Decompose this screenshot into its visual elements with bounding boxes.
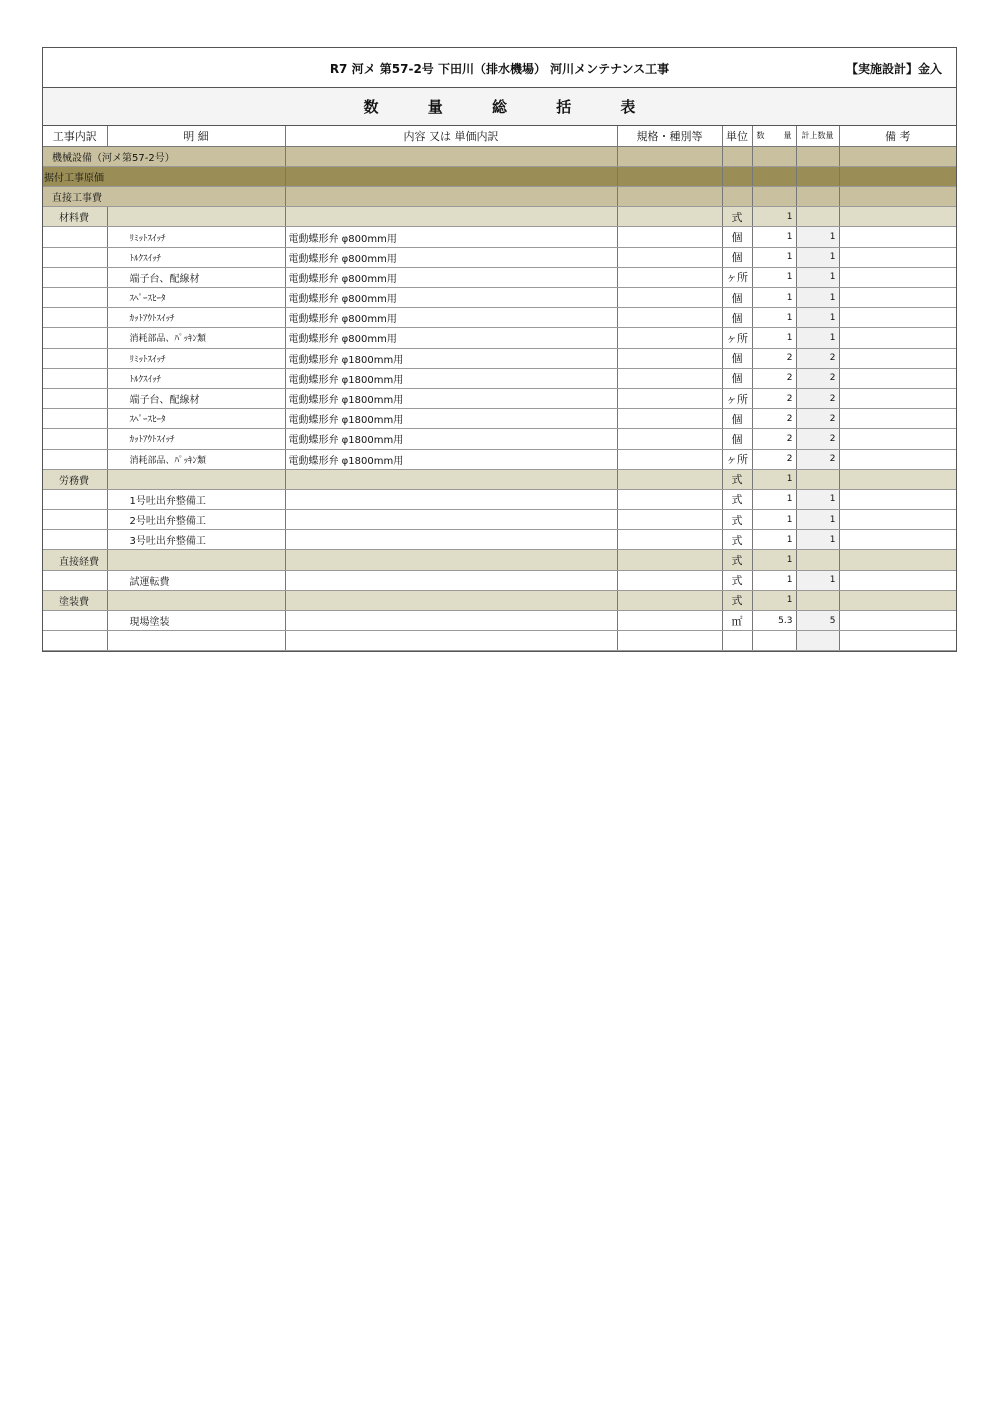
empty-cell xyxy=(752,146,796,166)
table-row xyxy=(43,590,956,610)
section-label: 労務費 xyxy=(43,469,107,489)
table-body xyxy=(43,146,956,651)
unit-cell: 式 xyxy=(722,590,752,610)
remarks-cell xyxy=(839,510,956,530)
total-cell: 2 xyxy=(796,449,839,469)
item-name: ﾄﾙｸｽｲｯﾁ xyxy=(107,368,285,388)
spec-cell xyxy=(617,489,722,509)
item-name: ﾘﾐｯﾄｽｲｯﾁ xyxy=(107,348,285,368)
qty-cell: 1 xyxy=(752,267,796,287)
column-header-row xyxy=(43,126,956,146)
section-label: 直接工事費 xyxy=(43,187,285,207)
spec-cell xyxy=(617,267,722,287)
item-name: ﾘﾐｯﾄｽｲｯﾁ xyxy=(107,227,285,247)
item-name: ｽﾍﾟｰｽﾋｰﾀ xyxy=(107,288,285,308)
table-row xyxy=(43,348,956,368)
qty-cell: 1 xyxy=(752,550,796,570)
sheet-header xyxy=(43,48,956,88)
total-cell: 1 xyxy=(796,328,839,348)
empty-cell xyxy=(43,368,107,388)
unit-cell: ヶ所 xyxy=(722,388,752,408)
empty-cell xyxy=(107,207,285,227)
remarks-cell xyxy=(839,348,956,368)
total-cell: 1 xyxy=(796,288,839,308)
spec-cell xyxy=(617,449,722,469)
table-row xyxy=(43,267,956,287)
table-row xyxy=(43,570,956,590)
item-content: 電動蝶形弁 φ800mm用 xyxy=(285,288,617,308)
remarks-cell xyxy=(839,530,956,550)
unit-cell: 個 xyxy=(722,247,752,267)
item-content xyxy=(285,489,617,509)
item-name: ﾄﾙｸｽｲｯﾁ xyxy=(107,247,285,267)
qty-cell: 2 xyxy=(752,449,796,469)
total-cell: 1 xyxy=(796,308,839,328)
total-cell xyxy=(796,207,839,227)
total-cell: 2 xyxy=(796,368,839,388)
total-cell xyxy=(796,550,839,570)
empty-cell xyxy=(839,146,956,166)
item-content: 電動蝶形弁 φ800mm用 xyxy=(285,227,617,247)
remarks-cell xyxy=(839,570,956,590)
section-label: 材料費 xyxy=(43,207,107,227)
spec-cell xyxy=(617,388,722,408)
remarks-cell xyxy=(839,550,956,570)
unit-cell: 個 xyxy=(722,288,752,308)
item-content xyxy=(285,510,617,530)
empty-cell xyxy=(107,469,285,489)
empty-cell xyxy=(285,146,617,166)
total-cell: 2 xyxy=(796,388,839,408)
item-name: ｽﾍﾟｰｽﾋｰﾀ xyxy=(107,409,285,429)
unit-cell: 個 xyxy=(722,227,752,247)
table-row xyxy=(43,166,956,186)
col-remarks: 備 考 xyxy=(839,126,956,146)
table-row xyxy=(43,429,956,449)
table-row xyxy=(43,469,956,489)
remarks-cell xyxy=(839,308,956,328)
empty-cell xyxy=(617,166,722,186)
total-cell xyxy=(796,469,839,489)
total-cell: 2 xyxy=(796,348,839,368)
total-cell: 2 xyxy=(796,429,839,449)
sheet-title: 数 量 総 括 表 xyxy=(43,88,956,126)
spec-cell xyxy=(617,368,722,388)
spec-cell xyxy=(617,328,722,348)
unit-cell: 式 xyxy=(722,550,752,570)
empty-cell xyxy=(617,550,722,570)
qty-cell: 1 xyxy=(752,530,796,550)
unit-cell: 式 xyxy=(722,469,752,489)
remarks-cell xyxy=(839,227,956,247)
empty-cell xyxy=(43,489,107,509)
spec-cell xyxy=(617,530,722,550)
empty-cell xyxy=(43,449,107,469)
unit-cell: 個 xyxy=(722,308,752,328)
col-total: 計上数量 xyxy=(796,126,839,146)
empty-cell xyxy=(43,247,107,267)
item-content: 電動蝶形弁 φ800mm用 xyxy=(285,328,617,348)
total-cell: 5 xyxy=(796,611,839,631)
empty-cell xyxy=(617,187,722,207)
qty-cell: 2 xyxy=(752,429,796,449)
table-row xyxy=(43,409,956,429)
empty-cell xyxy=(107,631,285,651)
qty-cell: 1 xyxy=(752,469,796,489)
empty-cell xyxy=(285,550,617,570)
empty-cell xyxy=(43,388,107,408)
item-content xyxy=(285,530,617,550)
total-cell: 1 xyxy=(796,267,839,287)
qty-cell: 1 xyxy=(752,570,796,590)
empty-cell xyxy=(285,631,617,651)
unit-cell: 個 xyxy=(722,409,752,429)
item-content: 電動蝶形弁 φ1800mm用 xyxy=(285,368,617,388)
unit-cell: ヶ所 xyxy=(722,328,752,348)
spec-cell xyxy=(617,227,722,247)
empty-cell xyxy=(752,187,796,207)
table-row xyxy=(43,227,956,247)
empty-cell xyxy=(796,187,839,207)
table-row xyxy=(43,207,956,227)
unit-cell: ㎡ xyxy=(722,611,752,631)
remarks-cell xyxy=(839,429,956,449)
empty-cell xyxy=(722,631,752,651)
empty-cell xyxy=(285,590,617,610)
total-cell: 1 xyxy=(796,510,839,530)
section-label: 機械設備（河メ第57-2号） xyxy=(43,146,285,166)
unit-cell: ヶ所 xyxy=(722,267,752,287)
table-row xyxy=(43,530,956,550)
empty-cell xyxy=(43,308,107,328)
empty-cell xyxy=(43,570,107,590)
total-cell: 1 xyxy=(796,570,839,590)
table-row xyxy=(43,308,956,328)
spec-cell xyxy=(617,570,722,590)
project-title: R7 河メ 第57-2号 下田川（排水機場） 河川メンテナンス工事 xyxy=(329,62,670,76)
item-content: 電動蝶形弁 φ800mm用 xyxy=(285,267,617,287)
unit-cell: 式 xyxy=(722,530,752,550)
quantity-summary-sheet xyxy=(42,47,957,652)
col-qty xyxy=(752,126,796,146)
empty-cell xyxy=(43,328,107,348)
total-cell: 1 xyxy=(796,530,839,550)
item-content: 電動蝶形弁 φ1800mm用 xyxy=(285,388,617,408)
empty-cell xyxy=(722,146,752,166)
remarks-cell xyxy=(839,368,956,388)
qty-cell: 2 xyxy=(752,348,796,368)
col-detail: 明 細 xyxy=(107,126,285,146)
empty-cell xyxy=(617,207,722,227)
table-row xyxy=(43,146,956,166)
empty-cell xyxy=(839,631,956,651)
empty-cell xyxy=(43,510,107,530)
empty-cell xyxy=(43,530,107,550)
remarks-cell xyxy=(839,611,956,631)
remarks-cell xyxy=(839,267,956,287)
empty-cell xyxy=(796,166,839,186)
empty-cell xyxy=(43,429,107,449)
empty-cell xyxy=(617,146,722,166)
table-row xyxy=(43,288,956,308)
empty-cell xyxy=(752,631,796,651)
item-content: 電動蝶形弁 φ800mm用 xyxy=(285,308,617,328)
item-content: 電動蝶形弁 φ1800mm用 xyxy=(285,429,617,449)
spec-cell xyxy=(617,429,722,449)
section-label: 塗装費 xyxy=(43,590,107,610)
item-name: ｶｯﾄｱｳﾄｽｲｯﾁ xyxy=(107,429,285,449)
col-work: 工事内訳 xyxy=(43,126,107,146)
section-label: 直接経費 xyxy=(43,550,107,570)
qty-cell: 1 xyxy=(752,227,796,247)
empty-cell xyxy=(839,187,956,207)
table-row xyxy=(43,550,956,570)
item-name: 現場塗装 xyxy=(107,611,285,631)
remarks-cell xyxy=(839,469,956,489)
unit-cell: 式 xyxy=(722,570,752,590)
spec-cell xyxy=(617,288,722,308)
table-row xyxy=(43,510,956,530)
qty-cell: 2 xyxy=(752,368,796,388)
unit-cell: 個 xyxy=(722,429,752,449)
qty-cell: 1 xyxy=(752,247,796,267)
empty-cell xyxy=(43,348,107,368)
remarks-cell xyxy=(839,449,956,469)
empty-cell xyxy=(285,166,617,186)
empty-cell xyxy=(43,631,107,651)
remarks-cell xyxy=(839,328,956,348)
item-content: 電動蝶形弁 φ1800mm用 xyxy=(285,449,617,469)
qty-cell: 1 xyxy=(752,308,796,328)
empty-cell xyxy=(43,267,107,287)
qty-cell: 1 xyxy=(752,328,796,348)
table-row xyxy=(43,368,956,388)
unit-cell: 個 xyxy=(722,348,752,368)
total-cell xyxy=(796,590,839,610)
empty-cell xyxy=(285,469,617,489)
spec-cell xyxy=(617,247,722,267)
total-cell: 1 xyxy=(796,227,839,247)
unit-cell: 式 xyxy=(722,489,752,509)
total-cell: 2 xyxy=(796,409,839,429)
empty-cell xyxy=(617,590,722,610)
total-cell: 1 xyxy=(796,489,839,509)
table-row xyxy=(43,611,956,631)
remarks-cell xyxy=(839,288,956,308)
qty-cell: 1 xyxy=(752,489,796,509)
empty-cell xyxy=(796,631,839,651)
col-qty-b: 量 xyxy=(783,131,792,141)
table-row xyxy=(43,489,956,509)
empty-cell xyxy=(43,611,107,631)
spec-cell xyxy=(617,348,722,368)
qty-cell: 1 xyxy=(752,510,796,530)
item-name: 2号吐出弁整備工 xyxy=(107,510,285,530)
item-name: 消耗部品、ﾊﾟｯｷﾝ類 xyxy=(107,328,285,348)
table-row xyxy=(43,631,956,651)
item-content xyxy=(285,570,617,590)
item-name: 端子台、配線材 xyxy=(107,388,285,408)
empty-cell xyxy=(722,187,752,207)
remarks-cell xyxy=(839,207,956,227)
remarks-cell xyxy=(839,247,956,267)
item-name: ｶｯﾄｱｳﾄｽｲｯﾁ xyxy=(107,308,285,328)
table-row xyxy=(43,187,956,207)
item-name: 3号吐出弁整備工 xyxy=(107,530,285,550)
section-label: 据付工事原価 xyxy=(43,166,285,186)
unit-cell: ヶ所 xyxy=(722,449,752,469)
remarks-cell xyxy=(839,489,956,509)
remarks-cell xyxy=(839,409,956,429)
spec-cell xyxy=(617,611,722,631)
col-qty-a: 数 xyxy=(756,131,765,141)
qty-cell: 1 xyxy=(752,590,796,610)
qty-cell: 2 xyxy=(752,388,796,408)
item-name: 端子台、配線材 xyxy=(107,267,285,287)
col-unit: 単位 xyxy=(722,126,752,146)
empty-cell xyxy=(285,207,617,227)
qty-cell: 1 xyxy=(752,207,796,227)
spec-cell xyxy=(617,409,722,429)
item-content: 電動蝶形弁 φ1800mm用 xyxy=(285,409,617,429)
table-row xyxy=(43,247,956,267)
empty-cell xyxy=(43,227,107,247)
item-content xyxy=(285,611,617,631)
empty-cell xyxy=(617,631,722,651)
col-spec: 規格・種別等 xyxy=(617,126,722,146)
empty-cell xyxy=(839,166,956,186)
empty-cell xyxy=(107,590,285,610)
empty-cell xyxy=(107,550,285,570)
table-row xyxy=(43,328,956,348)
quantity-table xyxy=(43,126,956,651)
table-row xyxy=(43,388,956,408)
remarks-cell xyxy=(839,388,956,408)
spec-cell xyxy=(617,510,722,530)
item-name: 試運転費 xyxy=(107,570,285,590)
item-content: 電動蝶形弁 φ1800mm用 xyxy=(285,348,617,368)
spec-cell xyxy=(617,308,722,328)
empty-cell xyxy=(43,409,107,429)
total-cell: 1 xyxy=(796,247,839,267)
item-name: 1号吐出弁整備工 xyxy=(107,489,285,509)
empty-cell xyxy=(285,187,617,207)
col-content: 内容 又は 単価内訳 xyxy=(285,126,617,146)
qty-cell: 2 xyxy=(752,409,796,429)
table-row xyxy=(43,449,956,469)
item-content: 電動蝶形弁 φ800mm用 xyxy=(285,247,617,267)
unit-cell: 式 xyxy=(722,510,752,530)
remarks-cell xyxy=(839,590,956,610)
unit-cell: 式 xyxy=(722,207,752,227)
empty-cell xyxy=(722,166,752,186)
empty-cell xyxy=(796,146,839,166)
empty-cell xyxy=(752,166,796,186)
unit-cell: 個 xyxy=(722,368,752,388)
qty-cell: 5.3 xyxy=(752,611,796,631)
empty-cell xyxy=(43,288,107,308)
empty-cell xyxy=(617,469,722,489)
item-name: 消耗部品、ﾊﾟｯｷﾝ類 xyxy=(107,449,285,469)
design-tag: 【実施設計】金入 xyxy=(845,62,942,76)
qty-cell: 1 xyxy=(752,288,796,308)
